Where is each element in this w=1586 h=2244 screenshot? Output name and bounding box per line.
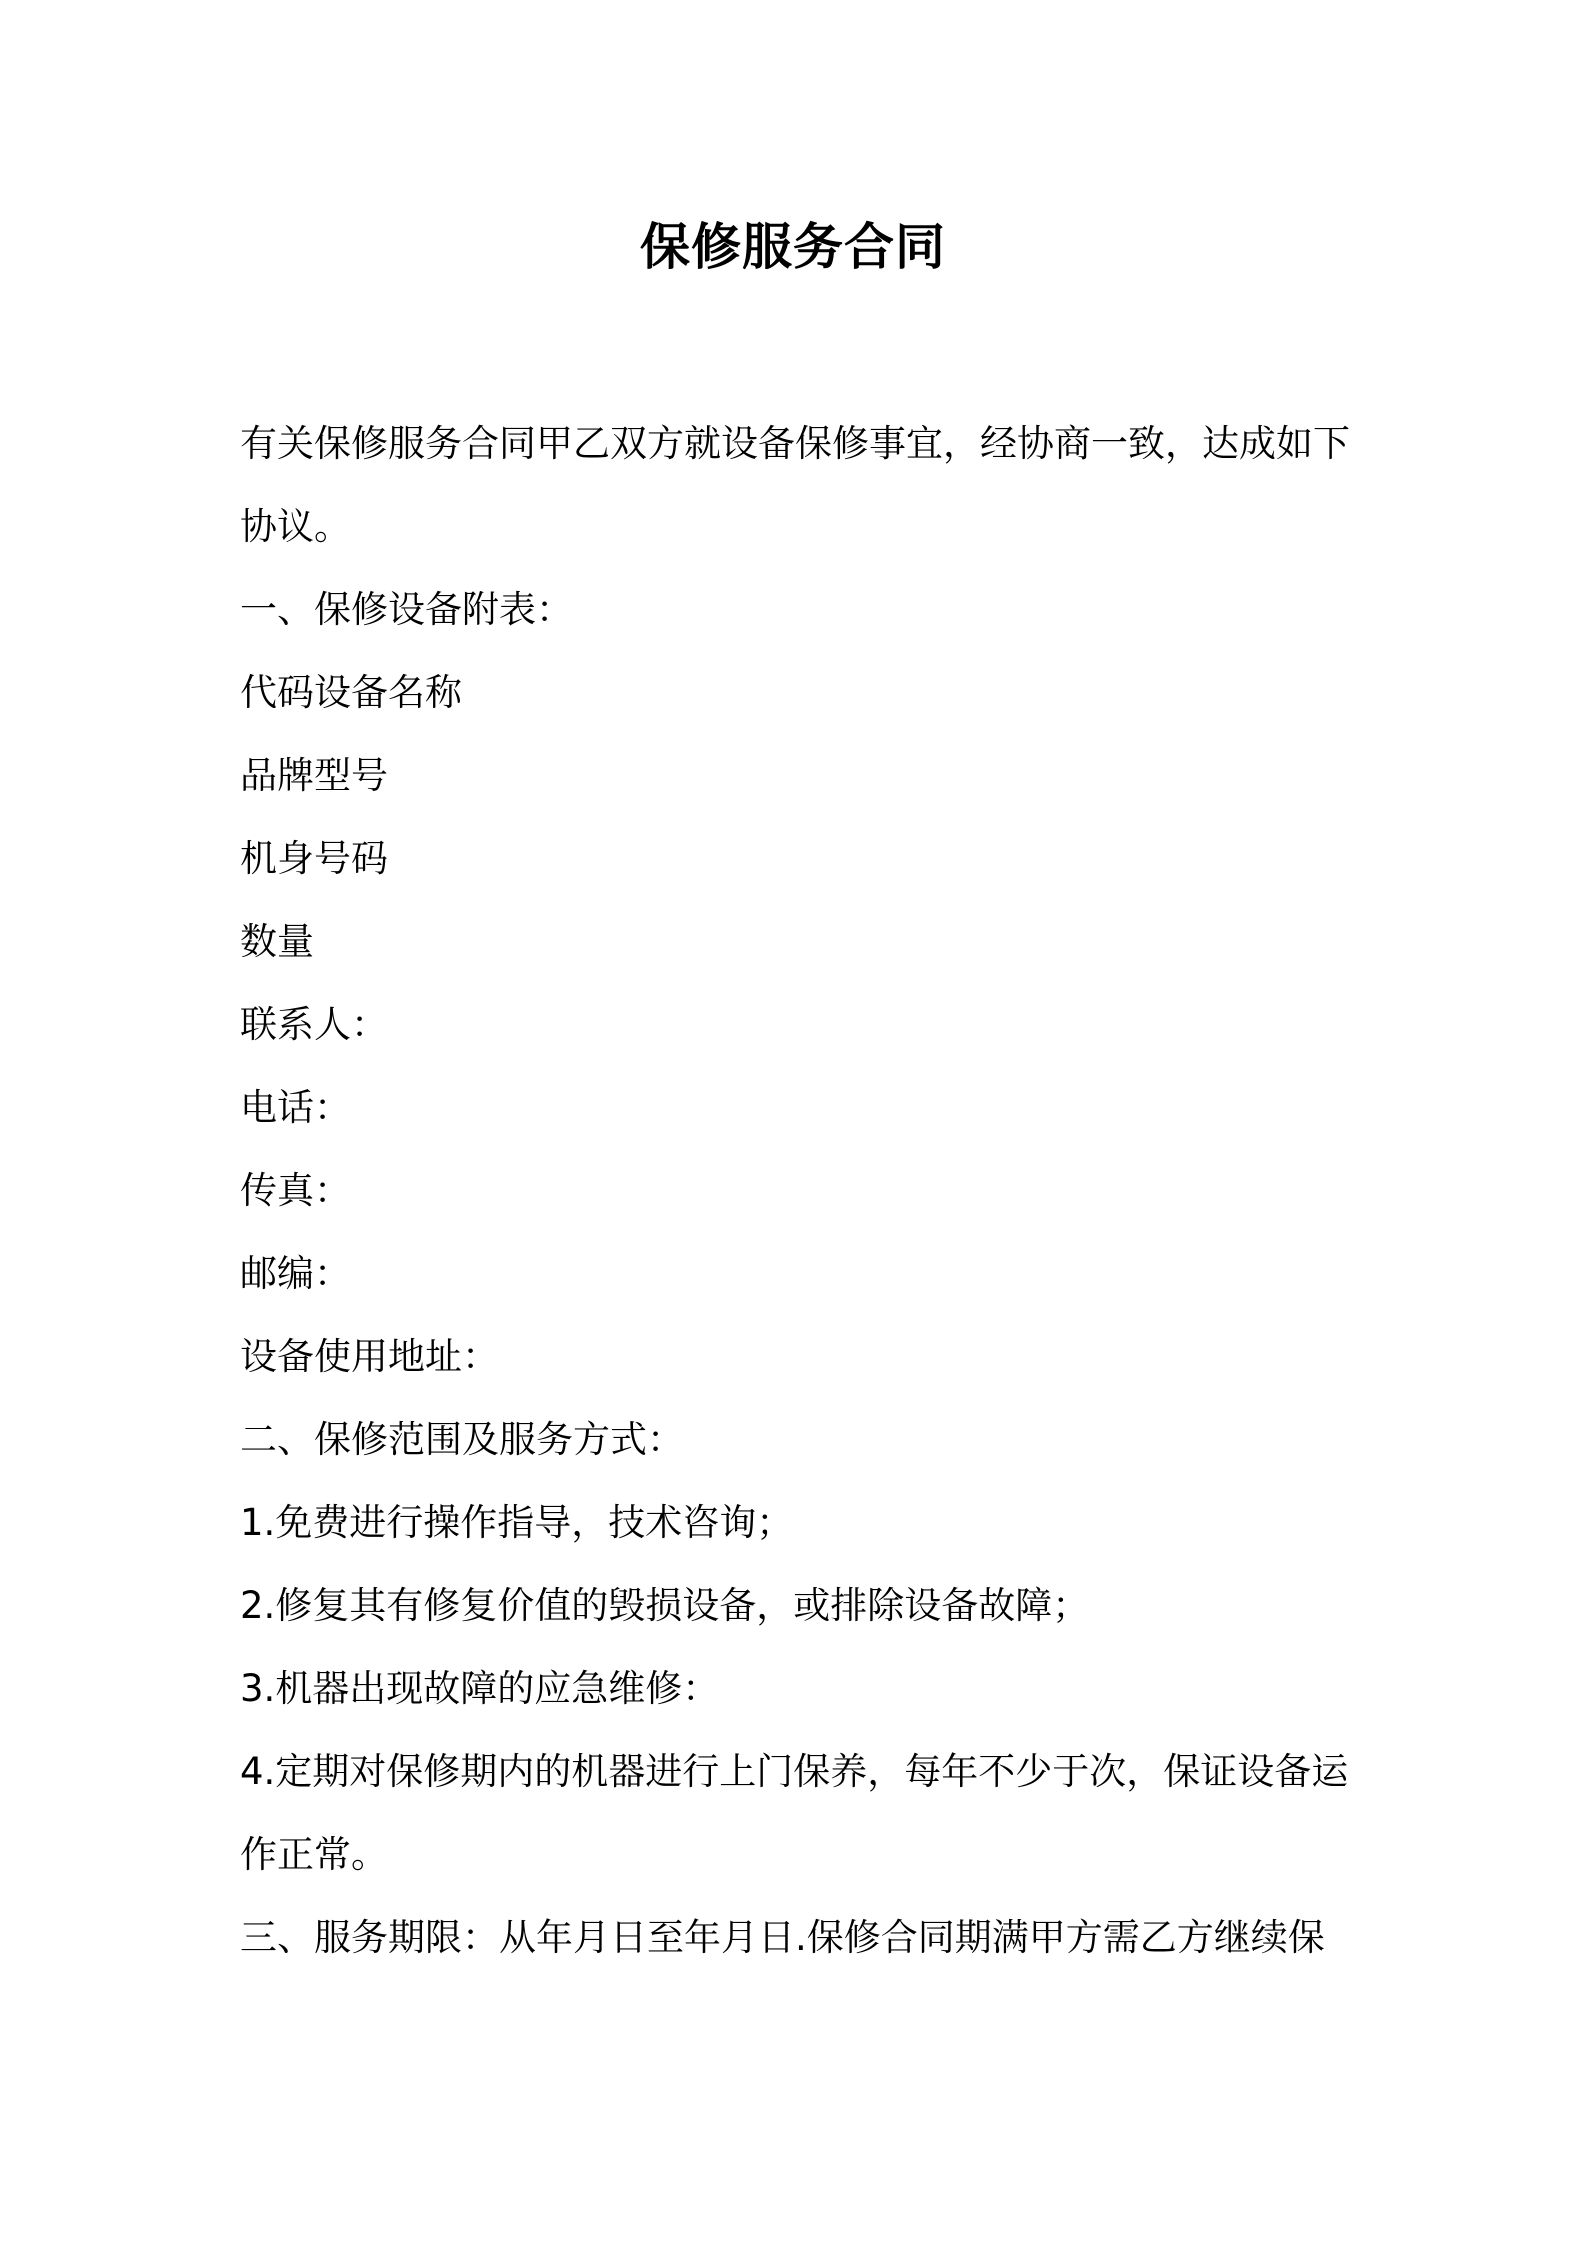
field-phone: 电话：: [240, 1086, 351, 1129]
document-body: [240, 402, 1350, 1979]
list-item-3: 3.机器出现故障的应急维修：: [240, 1667, 720, 1710]
list-item-1: 1.免费进行操作指导，技术咨询；: [240, 1501, 794, 1544]
field-brand-model: 品牌型号: [240, 754, 388, 797]
list-item-2: 2.修复其有修复价值的毁损设备，或排除设备故障；: [240, 1584, 1090, 1627]
field-quantity: 数量: [240, 920, 314, 963]
section-heading-3: 三、服务期限：从年月日至年月日.保修合同期满甲方需乙方继续保: [240, 1916, 1325, 1959]
section-heading-1: 一、保修设备附表：: [240, 588, 573, 631]
field-postcode: 邮编：: [240, 1252, 351, 1295]
paragraph-intro-line-1: 有关保修服务合同甲乙双方就设备保修事宜，经协商一致，达成如下: [240, 422, 1350, 465]
field-contact: 联系人：: [240, 1003, 388, 1046]
list-item-4-line-1: 4.定期对保修期内的机器进行上门保养，每年不少于次，保证设备运: [240, 1750, 1349, 1793]
field-equipment-code-name: 代码设备名称: [240, 671, 462, 714]
list-item-4-line-2: 作正常。: [240, 1833, 388, 1876]
section-heading-2: 二、保修范围及服务方式：: [240, 1418, 684, 1461]
field-fax: 传真：: [240, 1169, 351, 1212]
paragraph-intro-line-2: 协议。: [240, 505, 351, 548]
field-serial-number: 机身号码: [240, 837, 388, 880]
field-address: 设备使用地址：: [240, 1335, 499, 1378]
document-title: 保修服务合同: [640, 218, 946, 276]
